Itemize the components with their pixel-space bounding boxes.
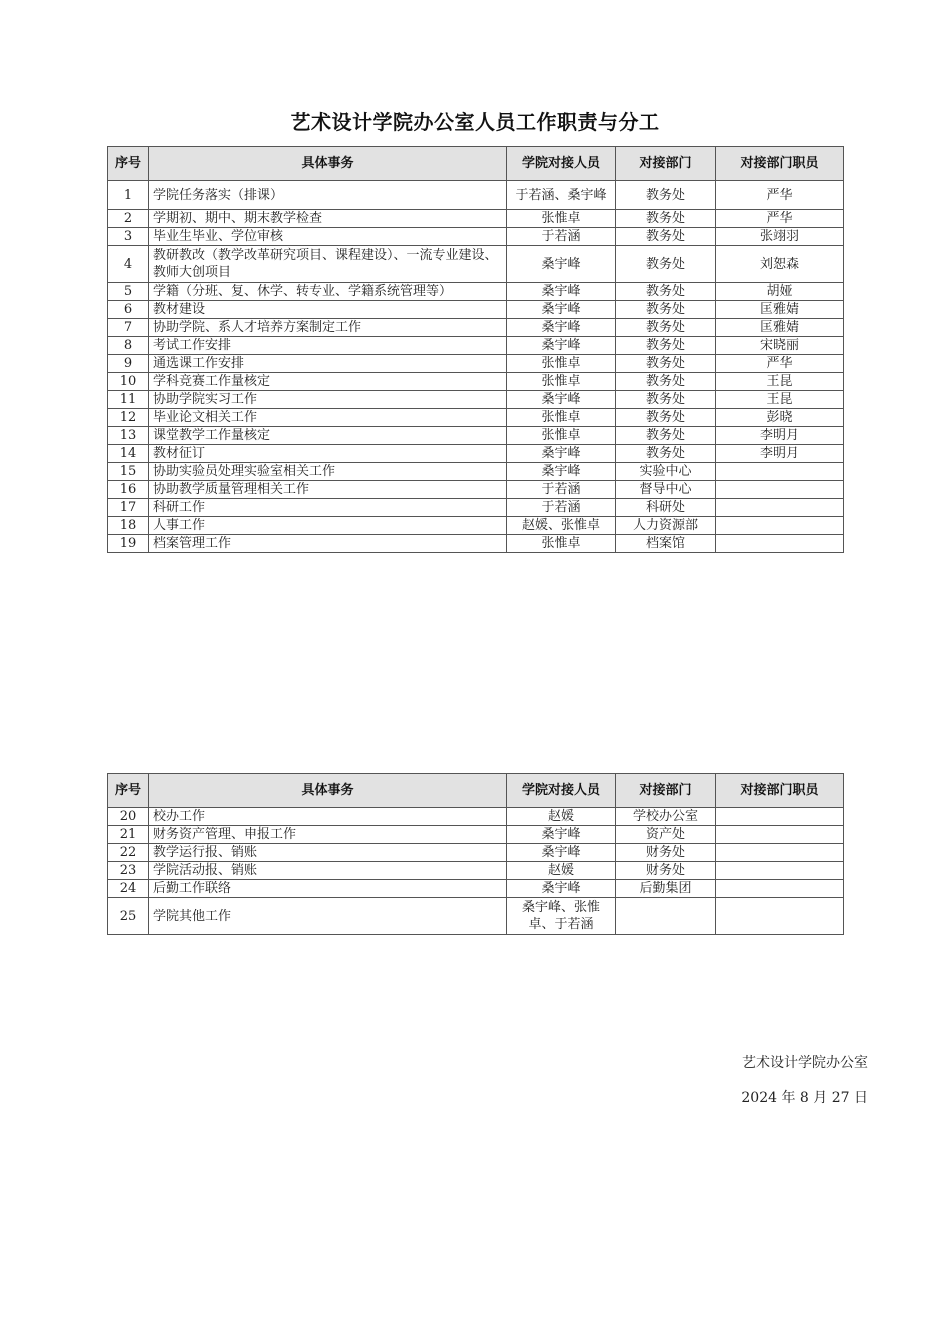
contact-person-cell: 桑宇峰 [507,319,616,337]
table-row [108,246,844,283]
task-cell: 学院活动报、销账 [149,862,507,880]
department-staff-cell: 匡雅婧 [716,301,844,319]
row-number: 7 [108,319,149,337]
table-header-row [108,147,844,181]
header-staff: 对接部门职员 [716,147,844,181]
task-cell: 校办工作 [149,808,507,826]
row-number: 2 [108,210,149,228]
task-cell: 毕业论文相关工作 [149,409,507,427]
department-staff-cell: 匡雅婧 [716,319,844,337]
table-row [108,880,844,898]
table-row [108,826,844,844]
department-cell: 档案馆 [616,535,716,553]
table-row [108,409,844,427]
row-number: 23 [108,862,149,880]
contact-person-cell: 桑宇峰 [507,826,616,844]
department-staff-cell [716,844,844,862]
table-row [108,427,844,445]
department-staff-cell: 严华 [716,210,844,228]
row-number: 16 [108,481,149,499]
task-cell: 财务资产管理、申报工作 [149,826,507,844]
header-task: 具体事务 [149,774,507,808]
task-cell: 学期初、期中、期末教学检查 [149,210,507,228]
task-cell: 通选课工作安排 [149,355,507,373]
department-staff-cell [716,880,844,898]
department-staff-cell: 刘恕森 [716,246,844,283]
department-staff-cell [716,862,844,880]
row-number: 12 [108,409,149,427]
row-number: 5 [108,283,149,301]
header-dept: 对接部门 [616,147,716,181]
contact-person-cell: 张惟卓 [507,427,616,445]
contact-person-cell: 于若涵 [507,499,616,517]
contact-person-cell: 桑宇峰 [507,880,616,898]
department-staff-cell: 严华 [716,181,844,210]
contact-person-cell: 桑宇峰 [507,283,616,301]
contact-person-cell: 赵媛 [507,862,616,880]
row-number: 25 [108,898,149,935]
task-cell: 人事工作 [149,517,507,535]
row-number: 11 [108,391,149,409]
department-cell: 人力资源部 [616,517,716,535]
table-row [108,499,844,517]
task-cell: 协助学院、系人才培养方案制定工作 [149,319,507,337]
task-cell: 学院其他工作 [149,898,507,935]
contact-person-cell: 桑宇峰 [507,445,616,463]
contact-person-cell: 桑宇峰 [507,246,616,283]
table-row [108,228,844,246]
department-cell: 教务处 [616,210,716,228]
row-number: 20 [108,808,149,826]
task-cell: 毕业生毕业、学位审核 [149,228,507,246]
department-staff-cell [716,898,844,935]
department-cell: 教务处 [616,181,716,210]
issuer-office: 艺术设计学院办公室 [742,1055,868,1071]
table-row [108,898,844,935]
task-cell: 教学运行报、销账 [149,844,507,862]
row-number: 18 [108,517,149,535]
department-cell: 财务处 [616,862,716,880]
department-staff-cell: 胡娅 [716,283,844,301]
contact-person-cell: 桑宇峰 [507,844,616,862]
row-number: 6 [108,301,149,319]
row-number: 8 [108,337,149,355]
table-row [108,391,844,409]
contact-person-cell: 桑宇峰、张惟卓、于若涵 [507,898,616,935]
table-row [108,808,844,826]
header-task: 具体事务 [149,147,507,181]
table-row [108,481,844,499]
table-row [108,355,844,373]
department-staff-cell: 王昆 [716,373,844,391]
page-title: 艺术设计学院办公室人员工作职责与分工 [290,110,660,134]
row-number: 17 [108,499,149,517]
row-number: 24 [108,880,149,898]
task-cell: 学院任务落实（排课） [149,181,507,210]
department-cell: 教务处 [616,337,716,355]
contact-person-cell: 于若涵 [507,481,616,499]
header-staff: 对接部门职员 [716,774,844,808]
table-row [108,210,844,228]
table-row [108,535,844,553]
row-number: 13 [108,427,149,445]
department-staff-cell [716,535,844,553]
table-header-row [108,774,844,808]
contact-person-cell: 张惟卓 [507,373,616,391]
contact-person-cell: 张惟卓 [507,535,616,553]
department-staff-cell: 李明月 [716,427,844,445]
header-no: 序号 [108,774,149,808]
department-cell: 财务处 [616,844,716,862]
task-cell: 教材征订 [149,445,507,463]
department-cell: 教务处 [616,355,716,373]
department-staff-cell: 李明月 [716,445,844,463]
table-row [108,301,844,319]
contact-person-cell: 桑宇峰 [507,391,616,409]
department-cell [616,898,716,935]
header-dept: 对接部门 [616,774,716,808]
row-number: 14 [108,445,149,463]
contact-person-cell: 桑宇峰 [507,463,616,481]
contact-person-cell: 张惟卓 [507,409,616,427]
department-cell: 学校办公室 [616,808,716,826]
table-row [108,181,844,210]
table-row [108,844,844,862]
header-person: 学院对接人员 [507,147,616,181]
task-cell: 协助学院实习工作 [149,391,507,409]
row-number: 15 [108,463,149,481]
header-no: 序号 [108,147,149,181]
task-cell: 教研教改（教学改革研究项目、课程建设）、一流专业建设、教师大创项目 [149,246,507,283]
header-person: 学院对接人员 [507,774,616,808]
department-cell: 教务处 [616,427,716,445]
department-cell: 督导中心 [616,481,716,499]
department-staff-cell [716,517,844,535]
department-staff-cell [716,481,844,499]
row-number: 4 [108,246,149,283]
row-number: 21 [108,826,149,844]
issue-date: 2024 年 8 月 27 日 [741,1090,868,1106]
contact-person-cell: 赵媛、张惟卓 [507,517,616,535]
contact-person-cell: 于若涵、桑宇峰 [507,181,616,210]
department-cell: 后勤集团 [616,880,716,898]
department-staff-cell [716,808,844,826]
table-row [108,319,844,337]
table-row [108,373,844,391]
table-row [108,463,844,481]
contact-person-cell: 张惟卓 [507,355,616,373]
table-row [108,445,844,463]
row-number: 1 [108,181,149,210]
row-number: 22 [108,844,149,862]
task-cell: 教材建设 [149,301,507,319]
department-cell: 教务处 [616,319,716,337]
task-cell: 学籍（分班、复、休学、转专业、学籍系统管理等） [149,283,507,301]
department-cell: 教务处 [616,246,716,283]
department-staff-cell: 彭晓 [716,409,844,427]
department-cell: 资产处 [616,826,716,844]
department-cell: 教务处 [616,373,716,391]
task-cell: 协助教学质量管理相关工作 [149,481,507,499]
department-staff-cell [716,463,844,481]
row-number: 3 [108,228,149,246]
row-number: 9 [108,355,149,373]
task-cell: 学科竞赛工作量核定 [149,373,507,391]
department-cell: 科研处 [616,499,716,517]
department-cell: 教务处 [616,391,716,409]
department-cell: 教务处 [616,409,716,427]
department-cell: 教务处 [616,228,716,246]
department-cell: 实验中心 [616,463,716,481]
contact-person-cell: 桑宇峰 [507,337,616,355]
table-row [108,283,844,301]
duty-table-2 [107,773,844,935]
task-cell: 考试工作安排 [149,337,507,355]
duty-table-1 [107,146,844,553]
department-staff-cell: 张翊羽 [716,228,844,246]
department-staff-cell: 王昆 [716,391,844,409]
contact-person-cell: 张惟卓 [507,210,616,228]
table-row [108,862,844,880]
department-staff-cell: 宋晓丽 [716,337,844,355]
task-cell: 课堂教学工作量核定 [149,427,507,445]
contact-person-cell: 赵媛 [507,808,616,826]
department-cell: 教务处 [616,283,716,301]
row-number: 19 [108,535,149,553]
department-cell: 教务处 [616,301,716,319]
task-cell: 后勤工作联络 [149,880,507,898]
department-cell: 教务处 [616,445,716,463]
row-number: 10 [108,373,149,391]
task-cell: 协助实验员处理实验室相关工作 [149,463,507,481]
contact-person-cell: 桑宇峰 [507,301,616,319]
department-staff-cell [716,499,844,517]
table-row [108,517,844,535]
task-cell: 档案管理工作 [149,535,507,553]
task-cell: 科研工作 [149,499,507,517]
table-row [108,337,844,355]
department-staff-cell [716,826,844,844]
contact-person-cell: 于若涵 [507,228,616,246]
department-staff-cell: 严华 [716,355,844,373]
